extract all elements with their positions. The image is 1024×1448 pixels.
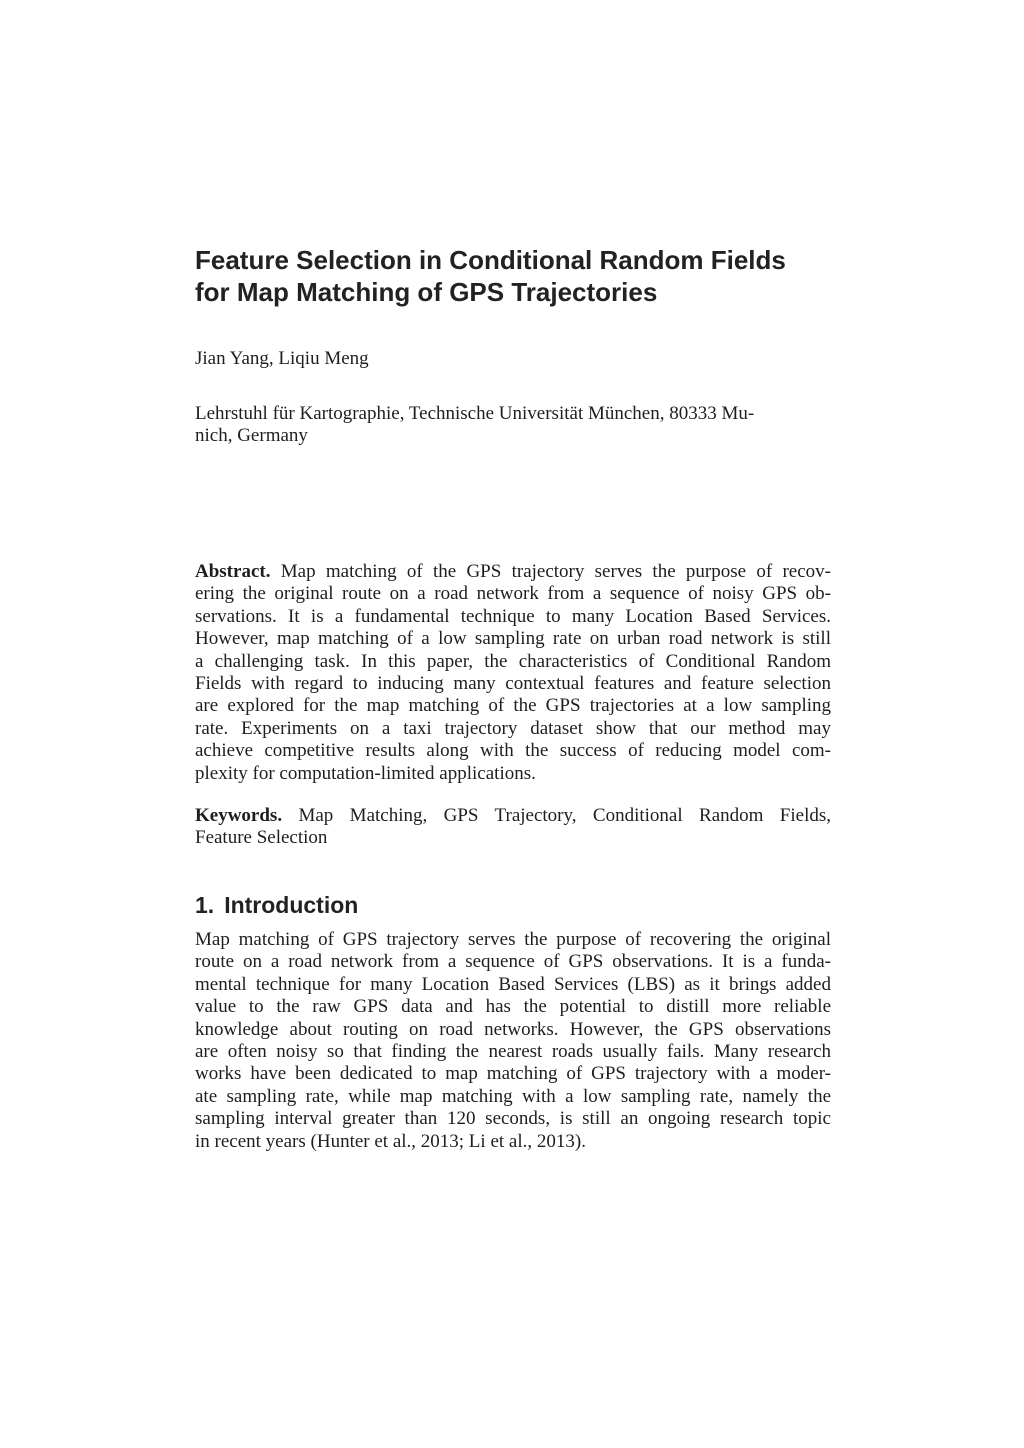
intro-line: route on a road network from a sequence of GPS observations. It is a funda-: [195, 951, 831, 973]
intro-line: Map matching of GPS trajectory serves the purpose of recovering the original: [195, 929, 831, 950]
intro-line: mental technique for many Location Based Services (LBS) as it brings added: [195, 973, 831, 995]
abstract-line: plexity for computation-limited applications.: [195, 762, 536, 784]
intro-line: value to the raw GPS data and has the potential to distill more reliable: [195, 996, 831, 1018]
intro-line: are often noisy so that finding the nearest roads usually fails. Many research: [195, 1040, 831, 1062]
keywords-label: Keywords.: [195, 805, 283, 826]
section-number: 1.: [195, 892, 215, 918]
intro-line: sampling interval greater than 120 seconds, is still an ongoing research topic: [195, 1108, 831, 1130]
keywords-line: Feature Selection: [195, 827, 328, 849]
intro-line: in recent years (Hunter et al., 2013; Li et al., 2013).: [195, 1130, 586, 1152]
abstract-line-text: Map matching of the GPS trajectory serves the purpose of recov-: [280, 561, 832, 582]
title-line: Feature Selection in Conditional Random Fields: [195, 245, 786, 275]
affiliation-line: nich, Germany: [195, 425, 308, 447]
affiliation: [195, 403, 835, 448]
paper-title: [195, 244, 855, 308]
abstract-line: are explored for the map matching of the GPS trajectories at a low sampling: [195, 695, 831, 717]
title-line: for Map Matching of GPS Trajectories: [195, 277, 658, 307]
introduction-paragraph: [195, 929, 831, 1153]
affiliation-line: Lehrstuhl für Kartographie, Technische Universität München, 80333 Mu-: [195, 403, 755, 424]
abstract-line: ering the original route on a road network from a sequence of noisy GPS ob-: [195, 583, 831, 605]
abstract-line: However, map matching of a low sampling rate on urban road network is still: [195, 628, 831, 650]
abstract-line: a challenging task. In this paper, the characteristics of Conditional Random: [195, 650, 831, 672]
abstract-line: servations. It is a fundamental technique to many Location Based Services.: [195, 605, 831, 627]
section-title: Introduction: [224, 892, 359, 918]
abstract-line: rate. Experiments on a taxi trajectory dataset show that our method may: [195, 717, 831, 739]
abstract-line: achieve competitive results along with the success of reducing model com-: [195, 740, 831, 762]
keywords-paragraph: [195, 805, 831, 850]
keywords-line: [195, 805, 831, 827]
intro-line: works have been dedicated to map matching of GPS trajectory with a moder-: [195, 1063, 831, 1085]
section-heading-introduction: [195, 891, 835, 919]
intro-line: ate sampling rate, while map matching with a low sampling rate, namely the: [195, 1085, 831, 1107]
abstract-label: Abstract.: [195, 561, 271, 582]
keywords-line-text: Map Matching, GPS Trajectory, Conditional Random Fields,: [298, 805, 831, 826]
abstract-paragraph: [195, 561, 831, 785]
abstract-line: [195, 561, 831, 583]
abstract-line: Fields with regard to inducing many contextual features and feature selection: [195, 672, 831, 694]
intro-line: knowledge about routing on road networks. However, the GPS observations: [195, 1018, 831, 1040]
author-list: Jian Yang, Liqiu Meng: [195, 348, 369, 369]
